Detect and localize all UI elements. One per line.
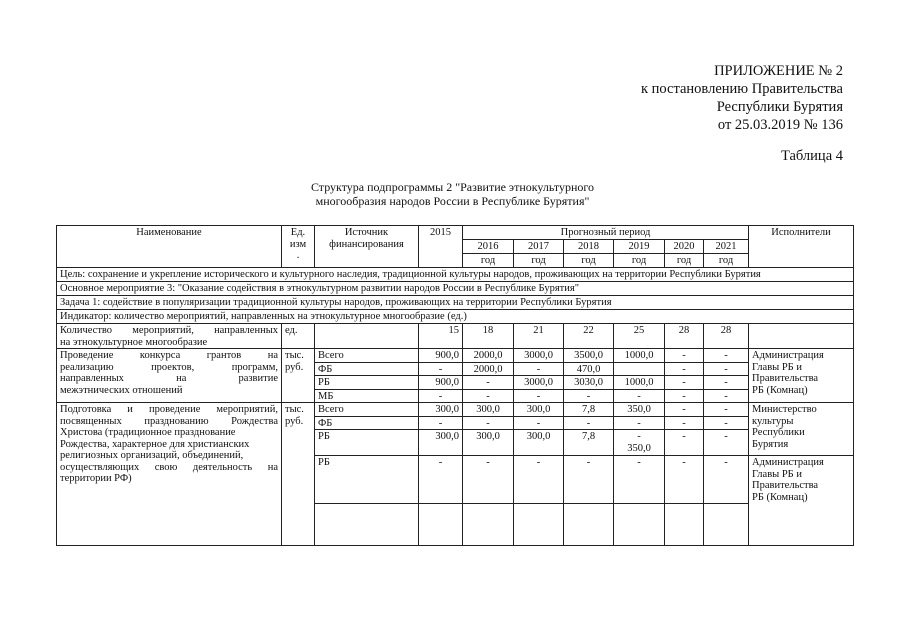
appendix-number: ПРИЛОЖЕНИЕ № 2	[714, 63, 843, 79]
christmas-source: РБ	[315, 430, 419, 456]
grants-value: -	[514, 389, 564, 403]
grants-name-b: реализацию проектов, программ,	[60, 361, 278, 373]
christmas-value: 300,0	[463, 403, 514, 417]
christmas-source: Всего	[315, 403, 419, 417]
grants-value: 2000,0	[463, 349, 514, 363]
indicator-2018: 22	[564, 324, 614, 349]
christmas-value: 350,0	[614, 403, 665, 417]
christmas-value: -	[665, 403, 704, 417]
blank-cell	[704, 504, 749, 546]
title-line-1: Структура подпрограммы 2 "Развитие этнокультурного	[310, 180, 595, 194]
christmas-value-2019-extra: 350,0	[627, 442, 651, 454]
christmas-executor2-a: Администрация	[752, 457, 824, 468]
main-event-row	[57, 282, 854, 296]
christmas-executor1-a: Министерство	[752, 404, 817, 415]
indicator-row	[57, 310, 854, 324]
header-2015: 2015	[419, 226, 463, 268]
grants-value: -	[665, 349, 704, 363]
indicator-executor	[749, 324, 854, 349]
grants-value: 1000,0	[614, 349, 665, 363]
christmas-executor1-b: культуры	[752, 415, 794, 427]
grants-unit-b: руб.	[285, 361, 304, 373]
grants-value: 3030,0	[564, 376, 614, 390]
indicator-2017: 21	[514, 324, 564, 349]
grants-executor	[749, 349, 854, 403]
grants-value: 470,0	[564, 362, 614, 376]
grants-value: -	[614, 389, 665, 403]
christmas-name-a: Подготовка и проведение мероприятий,	[60, 404, 278, 415]
goal-text: Цель: сохранение и укрепление исторического и культурного наследия, традиционной культуры народов, проживающих на территории Республики Бурятия	[57, 268, 854, 282]
grants-unit-a: тыс.	[285, 350, 304, 361]
grants-row-total	[57, 349, 854, 363]
christmas-name-g: территории РФ)	[60, 473, 132, 484]
document-title	[0, 181, 905, 208]
header-year-word: год	[704, 254, 749, 268]
christmas-executor-1	[749, 403, 854, 456]
structure-table	[56, 225, 854, 546]
indicator-2016: 18	[463, 324, 514, 349]
grants-value: -	[419, 389, 463, 403]
indicator-name-a: Количество мероприятий, направленных	[60, 325, 278, 336]
blank-cell	[614, 504, 665, 546]
grants-executor-a: Администрация	[752, 350, 824, 361]
header-forecast: Прогнозный период	[463, 226, 749, 240]
christmas-name	[57, 403, 282, 546]
header-year-2019: 2019	[614, 240, 665, 254]
grants-value: -	[665, 376, 704, 390]
christmas-unit-a: тыс.	[285, 404, 304, 415]
christmas-unit-b: руб.	[285, 415, 304, 427]
christmas-value: -	[665, 430, 704, 456]
grants-source: РБ	[315, 376, 419, 390]
christmas-unit	[282, 403, 315, 546]
indicator-unit: ед.	[282, 324, 315, 349]
header-year-2018: 2018	[564, 240, 614, 254]
appendix-decree: к постановлению Правительства	[641, 81, 843, 97]
christmas-name-b: посвященных празднованию Рождества	[60, 415, 278, 427]
indicator-source	[315, 324, 419, 349]
indicator-2020: 28	[665, 324, 704, 349]
blank-cell	[564, 504, 614, 546]
grants-value: 900,0	[419, 376, 463, 390]
grants-value	[614, 362, 665, 376]
christmas-executor-2	[749, 456, 854, 546]
grants-value: -	[463, 376, 514, 390]
main-event-text: Основное мероприятие 3: "Оказание содействия в этнокультурном развитии народов России в Республике Бурятия"	[57, 282, 854, 296]
christmas-value: -	[564, 456, 614, 504]
christmas-value: -	[463, 416, 514, 430]
grants-value: -	[704, 362, 749, 376]
goal-row	[57, 268, 854, 282]
grants-value: 900,0	[419, 349, 463, 363]
christmas-value: -	[665, 416, 704, 430]
header-year-word: год	[564, 254, 614, 268]
christmas-source: РБ	[315, 456, 419, 504]
christmas-value: 300,0	[419, 403, 463, 417]
grants-unit	[282, 349, 315, 403]
christmas-executor2-d: РБ (Комнац)	[752, 491, 808, 503]
blank-cell	[514, 504, 564, 546]
grants-source: Всего	[315, 349, 419, 363]
header-year-word: год	[463, 254, 514, 268]
header-year-2020: 2020	[665, 240, 704, 254]
grants-value: -	[704, 376, 749, 390]
indicator-values-row	[57, 324, 854, 349]
grants-value: -	[665, 362, 704, 376]
grants-source: МБ	[315, 389, 419, 403]
christmas-value: -	[665, 456, 704, 504]
grants-value: -	[665, 389, 704, 403]
grants-name-a: Проведение конкурса грантов на	[60, 350, 278, 361]
header-year-2017: 2017	[514, 240, 564, 254]
christmas-value: -	[419, 456, 463, 504]
header-year-2021: 2021	[704, 240, 749, 254]
grants-value: 1000,0	[614, 376, 665, 390]
grants-value: -	[704, 389, 749, 403]
christmas-executor1-d: Бурятия	[752, 438, 789, 450]
grants-executor-b: Главы РБ и	[752, 361, 802, 373]
table-header-row	[57, 226, 854, 240]
christmas-value: 7,8	[564, 403, 614, 417]
header-source	[315, 226, 419, 268]
indicator-name-b: на этнокультурное многообразие	[60, 336, 208, 348]
grants-value: 2000,0	[463, 362, 514, 376]
blank-cell	[665, 504, 704, 546]
header-year-word: год	[665, 254, 704, 268]
christmas-executor1-c: Республики	[752, 427, 805, 438]
blank-cell	[315, 504, 419, 546]
christmas-row-total	[57, 403, 854, 417]
table-label: Таблица 4	[780, 148, 843, 164]
header-name: Наименование	[57, 226, 282, 268]
grants-name	[57, 349, 282, 403]
indicator-text: Индикатор: количество мероприятий, направленных на этнокультурное многообразие (ед.)	[57, 310, 854, 324]
grants-value: 3500,0	[564, 349, 614, 363]
christmas-value: -	[704, 416, 749, 430]
grants-name-c: направленных на развитие	[60, 373, 278, 384]
christmas-executor2-b: Главы РБ и	[752, 468, 802, 480]
grants-value: -	[419, 362, 463, 376]
indicator-2015: 15	[419, 324, 463, 349]
christmas-name-c: Христова (традиционное празднование	[60, 427, 236, 438]
header-unit-a: Ед.	[290, 227, 306, 238]
christmas-value: -	[564, 416, 614, 430]
christmas-value-2019	[614, 430, 665, 456]
christmas-value: 300,0	[463, 430, 514, 456]
grants-value: 3000,0	[514, 376, 564, 390]
grants-value: -	[463, 389, 514, 403]
header-year-word: год	[514, 254, 564, 268]
christmas-value: -	[704, 403, 749, 417]
blank-cell	[463, 504, 514, 546]
christmas-executor2-c: Правительства	[752, 480, 819, 491]
christmas-value-2019-dash: -	[637, 431, 641, 442]
header-unit-b: изм	[289, 238, 307, 250]
christmas-value: -	[704, 430, 749, 456]
christmas-name-e: религиозных организаций, объединений,	[60, 450, 244, 461]
task-row	[57, 296, 854, 310]
grants-name-d: межэтнических отношений	[60, 384, 183, 396]
christmas-value: -	[419, 416, 463, 430]
title-line-2: многообразия народов России в Республике Бурятия"	[315, 193, 590, 208]
header-source-b: финансирования	[329, 238, 404, 250]
header-source-a: Источник	[344, 227, 389, 238]
christmas-value: 300,0	[514, 403, 564, 417]
christmas-value: -	[514, 456, 564, 504]
blank-cell	[419, 504, 463, 546]
grants-executor-c: Правительства	[752, 373, 819, 384]
grants-value: -	[514, 362, 564, 376]
christmas-value: -	[704, 456, 749, 504]
christmas-value: 7,8	[564, 430, 614, 456]
indicator-2021: 28	[704, 324, 749, 349]
christmas-value: -	[514, 416, 564, 430]
task-text: Задача 1: содействие в популяризации традиционной культуры народов, проживающих на территории Республики Бурятия	[57, 296, 854, 310]
christmas-value: 300,0	[514, 430, 564, 456]
header-year-word: год	[614, 254, 665, 268]
grants-executor-d: РБ (Комнац)	[752, 384, 808, 396]
header-unit-c: .	[296, 250, 300, 261]
appendix-date: от 25.03.2019 № 136	[717, 117, 843, 133]
indicator-2019: 25	[614, 324, 665, 349]
christmas-value: 300,0	[419, 430, 463, 456]
grants-source: ФБ	[315, 362, 419, 376]
grants-value: -	[564, 389, 614, 403]
christmas-value: -	[463, 456, 514, 504]
grants-value: -	[704, 349, 749, 363]
header-unit	[282, 226, 315, 268]
appendix-header	[641, 62, 843, 134]
christmas-name-f: осуществляющих свою деятельность на	[60, 461, 278, 473]
appendix-republic: Республики Бурятия	[716, 99, 843, 115]
indicator-name	[57, 324, 282, 349]
header-executors: Исполнители	[749, 226, 854, 268]
header-year-2016: 2016	[463, 240, 514, 254]
christmas-value: -	[614, 456, 665, 504]
christmas-source: ФБ	[315, 416, 419, 430]
grants-value: 3000,0	[514, 349, 564, 363]
christmas-value: -	[614, 416, 665, 430]
christmas-name-d: Рождества, характерное для христианских	[60, 438, 250, 450]
